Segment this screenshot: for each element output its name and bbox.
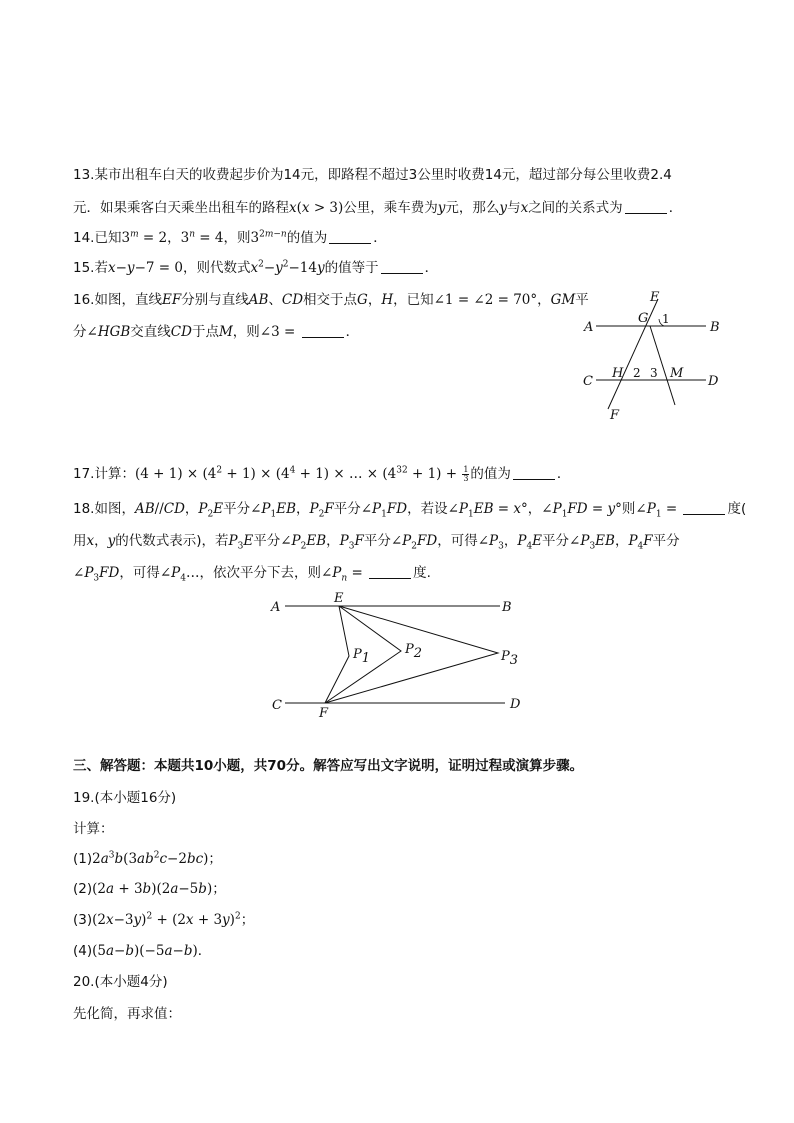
- label-m: M: [670, 366, 684, 381]
- q20-intro: 先化简，再求值：: [73, 1006, 181, 1022]
- q18-line2: 用x，y的代数式表示)，若$P_3E$平分$\angle P_2EB$，$P_3F$平分$\angle P_2FD$，可得$\angle P_3$，$P_4E$平分$\angle P_3EB$，$P_4F$平分: [73, 533, 680, 552]
- q19-item-1: $(1)2a^3b(3ab^2c-2bc)$；: [73, 850, 222, 867]
- label-p2: P2: [405, 642, 423, 661]
- q19-item-4: (4)(5a−b)(−5a−b)．: [73, 943, 212, 959]
- answer-blank: [513, 466, 555, 480]
- answer-blank: [625, 200, 667, 214]
- q18-line3: $\angle P_3FD$，可得$\angle P_4\dots$，依次平分下去，则$\angle P_n$ = 度.: [73, 565, 431, 584]
- answer-blank: [302, 324, 344, 338]
- label-a: A: [271, 600, 281, 615]
- q19-item-2: (2)(2a + 3b)(2a−5b)；: [73, 881, 226, 897]
- q20-title: 20.(本小题4分): [73, 974, 168, 990]
- q18-figure: [265, 590, 535, 725]
- label-a: A: [584, 320, 594, 335]
- label-c: C: [272, 698, 282, 713]
- answer-blank: [369, 565, 411, 579]
- label-p3: P3: [501, 649, 519, 668]
- label-b: B: [710, 320, 720, 335]
- label-e: E: [334, 591, 344, 606]
- q19-intro: 计算：: [73, 821, 114, 837]
- answer-blank: [381, 260, 423, 274]
- q19-item-3: $(3)(2x-3y)^2 + (2x + 3y)^2$；: [73, 911, 255, 928]
- answer-blank: [329, 230, 371, 244]
- q13-line1: 13.某市出租车白天的收费起步价为14元，即路程不超过3公里时收费14元，超过部分每公里收费2.4: [73, 167, 672, 183]
- label-1: 1: [662, 312, 670, 326]
- answer-blank: [683, 501, 725, 515]
- q16-line1: 16.如图，直线EF分别与直线AB、CD相交于点G，H，已知∠1 = ∠2 = 70°，GM平: [73, 292, 589, 308]
- label-d: D: [708, 374, 719, 389]
- label-e: E: [650, 290, 660, 305]
- q14-line: 14.已知$3^m = 2$，$3^n = 4$，则$3^{2m-n}$的值为 ．: [73, 229, 387, 246]
- section-heading: 三、解答题：本题共10小题，共70分。解答应写出文字说明，证明过程或演算步骤。: [73, 758, 584, 774]
- label-3: 3: [650, 366, 658, 380]
- q19-title: 19.(本小题16分): [73, 790, 177, 806]
- fraction-one-third: $\frac{1}{3}$: [463, 464, 469, 483]
- q13-line2: 元．如果乘客白天乘坐出租车的路程x(x > 3)公里，乘车费为y元，那么y与x之间的关系式为 ．: [73, 200, 683, 216]
- label-c: C: [583, 374, 593, 389]
- label-h: H: [612, 366, 624, 381]
- line-ef: [608, 299, 658, 409]
- label-f: F: [319, 706, 329, 721]
- label-p1: P1: [353, 647, 371, 666]
- label-b: B: [502, 600, 512, 615]
- q17-line: 17.计算：$(4 + 1) \times (4^2 + 1) \times (4^4 + 1)$ × … × $(4^{32} + 1)$ + $\frac{1}{3}$ 的值为 ．: [73, 464, 571, 483]
- q16-line2: 分∠HGB交直线CD于点M，则∠3 = ．: [73, 324, 360, 340]
- q16-figure: [578, 285, 728, 425]
- q18-line1: 18.如图，AB//CD，$P_2E$平分$\angle P_1EB$，$P_2F$平分$\angle P_1FD$，若设$\angle P_1EB = x^\circ$，$\angle P_1FD = y^\circ$则$\angle P_1$ = 度(: [73, 501, 747, 520]
- label-2: 2: [633, 366, 641, 380]
- label-g: G: [638, 311, 649, 326]
- label-d: D: [510, 697, 521, 712]
- q15-line: 15.若x−y−7 = 0，则代数式$x^2-y^2-14y$的值等于 ．: [73, 259, 439, 276]
- label-f: F: [610, 408, 620, 423]
